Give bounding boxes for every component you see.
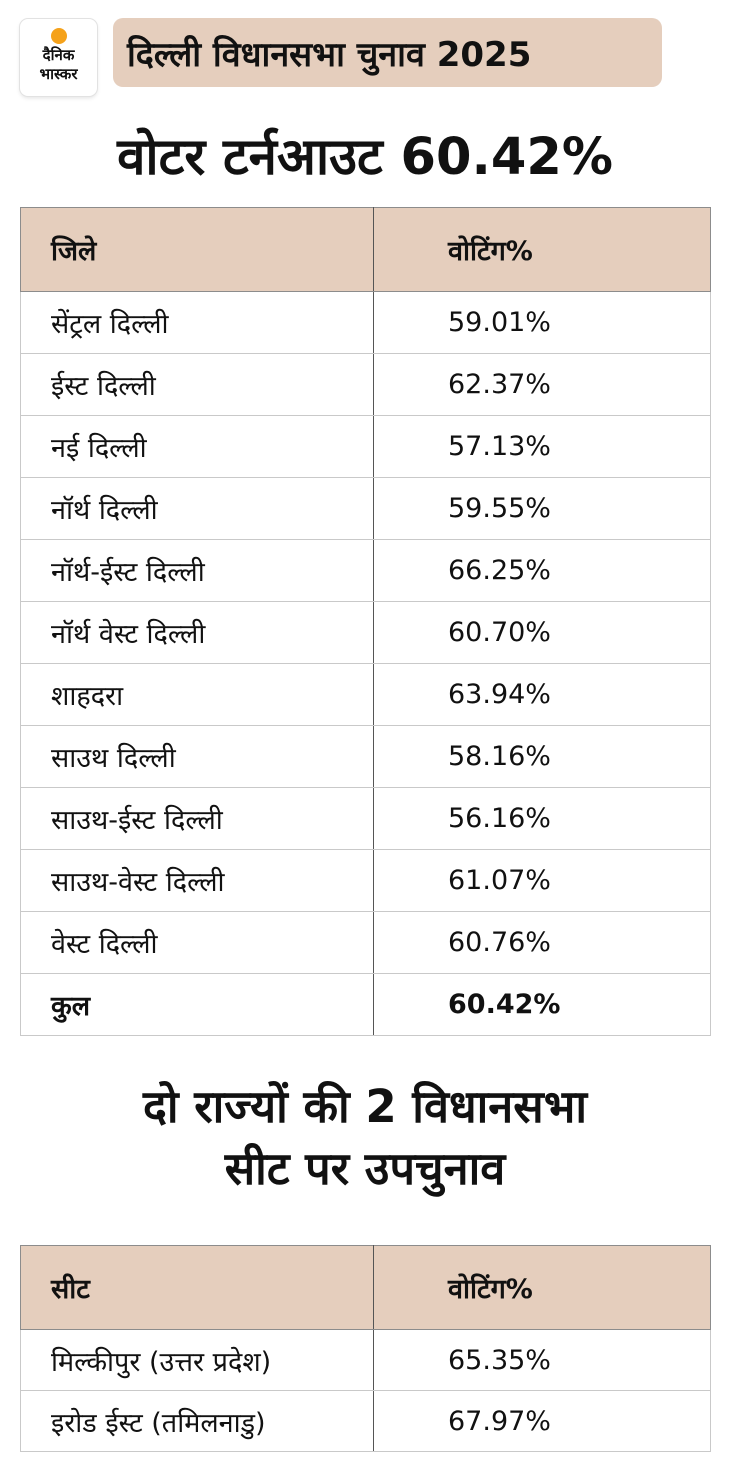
row-label-cell: इरोड ईस्ट (तमिलनाडु) — [21, 1391, 374, 1452]
row-label-cell: ईस्ट दिल्ली — [21, 354, 374, 416]
row-value-cell: 65.35% — [374, 1330, 711, 1391]
row-value-cell: 59.55% — [374, 478, 711, 540]
district-turnout-table — [20, 207, 711, 1036]
row-value-cell: 61.07% — [374, 850, 711, 912]
table-row — [21, 478, 711, 540]
table-row — [21, 1330, 711, 1391]
row-label-cell: साउथ-ईस्ट दिल्ली — [21, 788, 374, 850]
row-value-cell: 57.13% — [374, 416, 711, 478]
row-value-cell: 66.25% — [374, 540, 711, 602]
table-row — [21, 664, 711, 726]
bypoll-title — [0, 1076, 730, 1200]
row-label-cell: नॉर्थ दिल्ली — [21, 478, 374, 540]
logo-sun-icon — [51, 28, 67, 44]
column-header-voting: वोटिंग% — [374, 208, 711, 292]
row-value-cell: 58.16% — [374, 726, 711, 788]
table-row — [21, 540, 711, 602]
table-row — [21, 1391, 711, 1452]
row-value-cell: 60.70% — [374, 602, 711, 664]
row-label-cell: सेंट्रल दिल्ली — [21, 292, 374, 354]
row-label-cell: नॉर्थ-ईस्ट दिल्ली — [21, 540, 374, 602]
row-value-cell: 67.97% — [374, 1391, 711, 1452]
table-total-row — [21, 974, 711, 1036]
turnout-title: वोटर टर्नआउट 60.42% — [117, 128, 613, 187]
dainik-bhaskar-logo — [20, 19, 97, 96]
row-value-cell: 60.42% — [374, 974, 711, 1036]
table-row — [21, 726, 711, 788]
row-value-cell: 63.94% — [374, 664, 711, 726]
row-value-cell: 60.76% — [374, 912, 711, 974]
row-label-cell: वेस्ट दिल्ली — [21, 912, 374, 974]
table-row — [21, 602, 711, 664]
bypoll-title-line2: सीट पर उपचुनाव — [224, 1142, 506, 1195]
table-row — [21, 788, 711, 850]
table-row — [21, 354, 711, 416]
logo-text-line1: दैनिक — [42, 46, 75, 64]
row-label-cell: कुल — [21, 974, 374, 1036]
bypoll-title-line1: दो राज्यों की 2 विधानसभा — [143, 1080, 587, 1133]
row-value-cell: 62.37% — [374, 354, 711, 416]
table-header-row — [21, 208, 711, 292]
row-label-cell: मिल्कीपुर (उत्तर प्रदेश) — [21, 1330, 374, 1391]
table-row — [21, 292, 711, 354]
table-row — [21, 850, 711, 912]
row-value-cell: 56.16% — [374, 788, 711, 850]
table-row — [21, 416, 711, 478]
row-label-cell: शाहदरा — [21, 664, 374, 726]
row-label-cell: नई दिल्ली — [21, 416, 374, 478]
row-label-cell: साउथ-वेस्ट दिल्ली — [21, 850, 374, 912]
row-label-cell: साउथ दिल्ली — [21, 726, 374, 788]
table-row — [21, 912, 711, 974]
logo-text-line2: भास्कर — [39, 65, 78, 83]
bypoll-turnout-table — [20, 1245, 711, 1452]
row-label-cell: नॉर्थ वेस्ट दिल्ली — [21, 602, 374, 664]
row-value-cell: 59.01% — [374, 292, 711, 354]
column-header-voting: वोटिंग% — [374, 1246, 711, 1330]
column-header-seat: सीट — [21, 1246, 374, 1330]
table-header-row — [21, 1246, 711, 1330]
column-header-district: जिले — [21, 208, 374, 292]
header-badge: दिल्ली विधानसभा चुनाव 2025 — [113, 18, 662, 87]
